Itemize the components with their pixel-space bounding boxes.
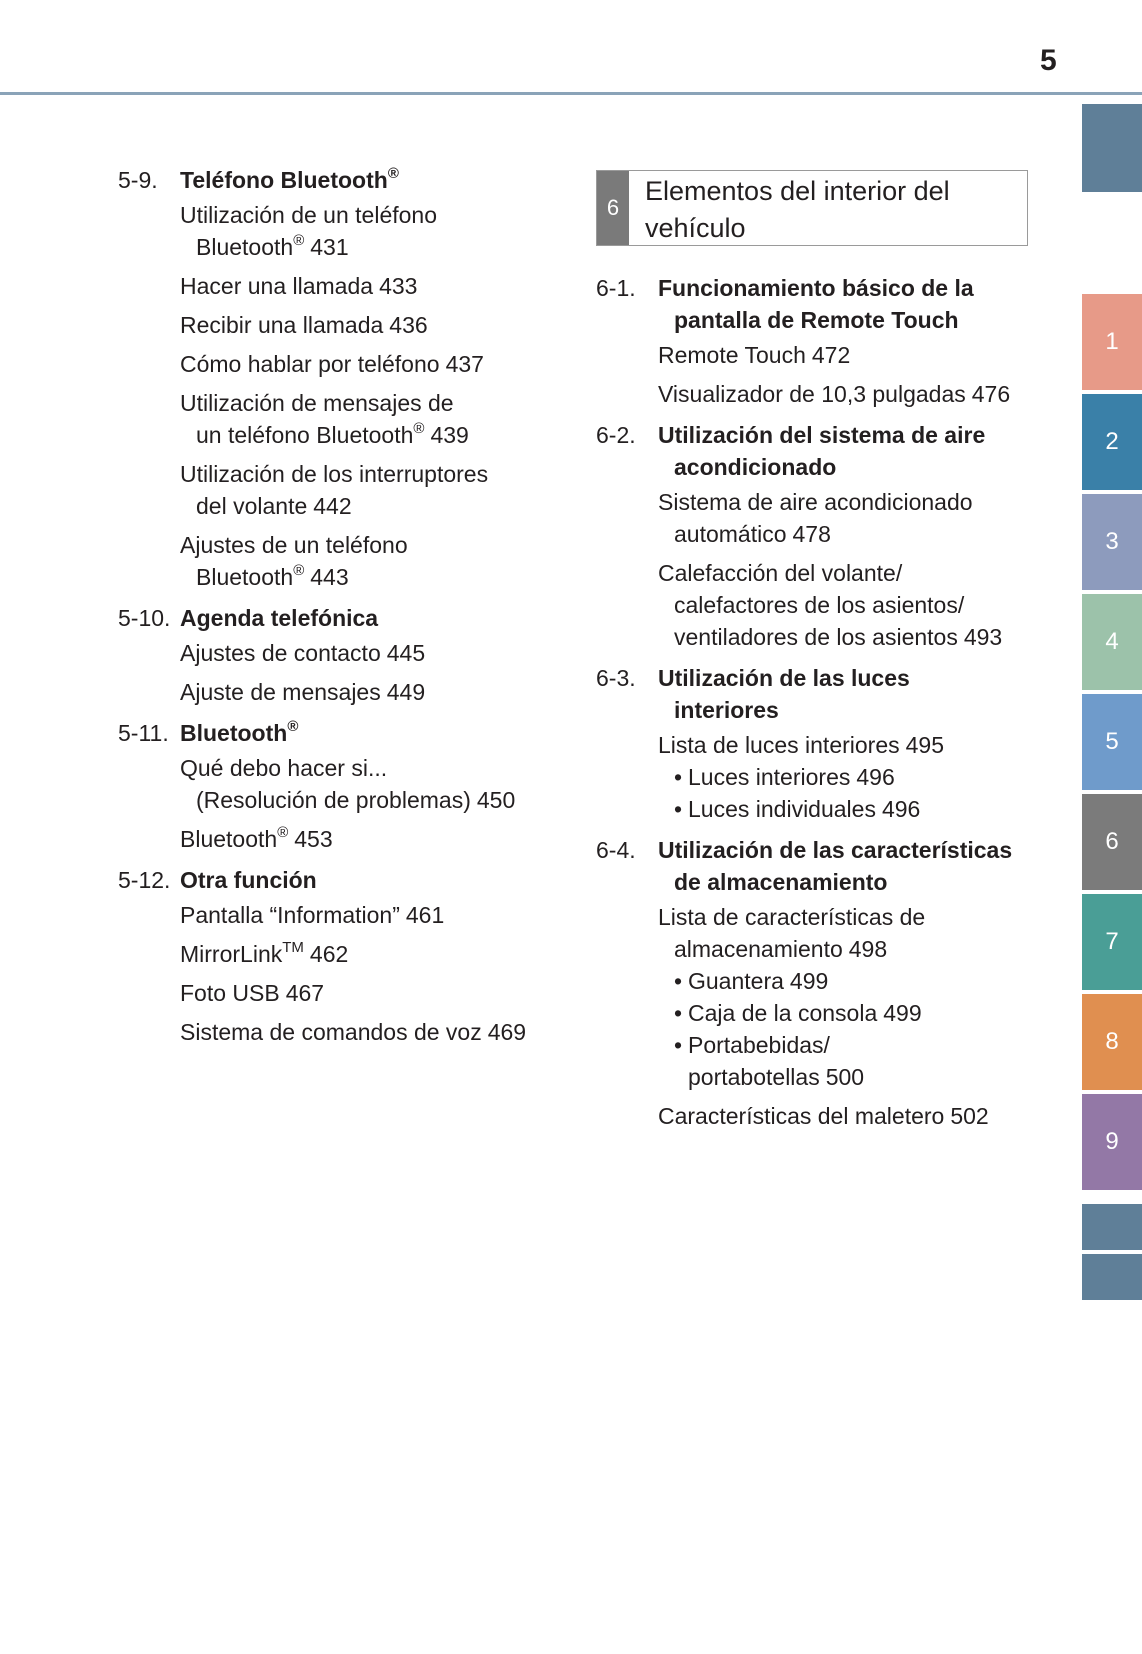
page-ref: 462 <box>309 941 349 967</box>
toc-entry[interactable]: Foto USB 467 <box>180 980 325 1006</box>
bullet-icon: • <box>674 968 683 994</box>
page-ref: 443 <box>310 564 349 590</box>
toc-left-column <box>118 155 538 1055</box>
toc-section-6-2[interactable]: 6-2. Utilización del sistema de aire acondicionado <box>596 422 986 480</box>
page-ref: 478 <box>792 521 831 547</box>
toc-entry[interactable]: Ajuste de mensajes 449 <box>180 679 426 705</box>
page-ref: 450 <box>476 787 516 813</box>
page-ref: 433 <box>379 273 418 299</box>
side-tab-6[interactable]: 6 <box>1082 794 1142 890</box>
chapter-number: 6 <box>597 171 629 245</box>
toc-sub-entry[interactable]: • Luces individuales 496 <box>658 793 1031 825</box>
side-tab-8[interactable]: 8 <box>1082 994 1142 1090</box>
page-ref: 496 <box>881 796 921 822</box>
chapter-heading-box[interactable] <box>596 170 1028 246</box>
side-tab-extra-2[interactable] <box>1082 1254 1142 1300</box>
side-tab-top[interactable] <box>1082 104 1142 192</box>
toc-entry[interactable]: Recibir una llamada 436 <box>180 312 428 338</box>
page-ref: 467 <box>285 980 325 1006</box>
side-tab-1[interactable]: 1 <box>1082 294 1142 390</box>
toc-section-5-9[interactable]: 5-9. Teléfono Bluetooth® <box>118 165 399 193</box>
toc-entry[interactable]: Ajustes de contacto 445 <box>180 640 426 666</box>
toc-entry[interactable]: Utilización de los interruptores del volante 442 <box>180 461 489 519</box>
page-ref: 472 <box>811 342 851 368</box>
toc-entry[interactable]: Qué debo hacer si... (Resolución de problemas) 450 <box>180 755 516 813</box>
page-number: 5 <box>1040 44 1057 77</box>
toc-sub-entry[interactable]: • Caja de la consola 499 <box>658 997 1031 1029</box>
toc-sub-entry[interactable]: • Portabebidas/ <box>658 1029 1031 1061</box>
toc-section-5-12[interactable]: 5-12. Otra función <box>118 867 317 893</box>
page-ref: 495 <box>905 732 944 758</box>
toc-entry[interactable]: Características del maletero 502 <box>658 1103 989 1129</box>
page-ref: 461 <box>405 902 445 928</box>
page-ref: 436 <box>389 312 428 338</box>
page-ref: 500 <box>825 1064 865 1090</box>
page-ref: 431 <box>310 234 349 260</box>
toc-entry[interactable]: MirrorLink™ 462 <box>180 939 349 967</box>
toc-right-column <box>596 170 1031 1139</box>
side-tab-4[interactable]: 4 <box>1082 594 1142 690</box>
toc-section-5-10[interactable]: 5-10. Agenda telefónica <box>118 605 379 631</box>
page-ref: 476 <box>971 381 1011 407</box>
toc-entry[interactable]: Ajustes de un teléfono Bluetooth® 443 <box>180 532 408 590</box>
toc-entry[interactable]: Sistema de comandos de voz 469 <box>180 1019 527 1045</box>
page-ref: 499 <box>789 968 829 994</box>
page-ref: 502 <box>950 1103 989 1129</box>
page-ref: 499 <box>883 1000 922 1026</box>
page-ref: 445 <box>386 640 426 666</box>
bullet-icon: • <box>674 1000 683 1026</box>
toc-section-5-11[interactable]: 5-11. Bluetooth® <box>118 718 299 746</box>
bullet-icon: • <box>674 796 683 822</box>
side-tab-7[interactable]: 7 <box>1082 894 1142 990</box>
toc-entry[interactable]: Sistema de aire acondicionado automático 478 <box>658 489 973 547</box>
side-tab-2[interactable]: 2 <box>1082 394 1142 490</box>
side-tab-3[interactable]: 3 <box>1082 494 1142 590</box>
toc-entry[interactable]: Pantalla “Information” 461 <box>180 902 445 928</box>
toc-entry[interactable]: Calefacción del volante/ calefactores de los asientos/ ventiladores de los asientos 493 <box>658 560 1003 650</box>
toc-entry[interactable]: Lista de luces interiores 495 • Luces interiores 496 • Luces individuales 496 <box>658 729 1031 825</box>
chapter-title: Elementos del interior del vehículo <box>645 176 950 243</box>
page-ref: 493 <box>963 624 1003 650</box>
bullet-icon: • <box>674 1032 683 1058</box>
side-tab-5[interactable]: 5 <box>1082 694 1142 790</box>
side-tab-extra-1[interactable] <box>1082 1204 1142 1250</box>
toc-sub-entry-cont: portabotellas 500 <box>688 1064 865 1090</box>
toc-entry[interactable]: Remote Touch 472 <box>658 342 851 368</box>
page-ref: 437 <box>445 351 484 377</box>
page-ref: 496 <box>856 764 895 790</box>
toc-entry[interactable]: Lista de características de almacenamiento 498 • Guantera 499 • Caja de la consola 499 • Portabebidas/ portabotellas 500 <box>658 901 1031 1093</box>
page-ref: 453 <box>294 826 333 852</box>
toc-section-6-4[interactable]: 6-4. Utilización de las características de almacenamiento <box>596 837 1013 895</box>
bullet-icon: • <box>674 764 683 790</box>
page-ref: 439 <box>430 422 469 448</box>
page-ref: 442 <box>313 493 352 519</box>
toc-entry[interactable]: Utilización de mensajes de un teléfono Bluetooth® 439 <box>180 390 469 448</box>
toc-entry[interactable]: Bluetooth® 453 <box>180 824 333 852</box>
toc-entry[interactable]: Hacer una llamada 433 <box>180 273 418 299</box>
header-rule <box>0 92 1142 95</box>
page-ref: 498 <box>848 936 888 962</box>
toc-entry[interactable]: Cómo hablar por teléfono 437 <box>180 351 484 377</box>
toc-sub-entry[interactable]: • Luces interiores 496 <box>658 761 1031 793</box>
side-tab-9[interactable]: 9 <box>1082 1094 1142 1190</box>
toc-entry[interactable]: Utilización de un teléfono Bluetooth® 431 <box>180 202 437 260</box>
page-ref: 469 <box>487 1019 527 1045</box>
toc-entry[interactable]: Visualizador de 10,3 pulgadas 476 <box>658 381 1011 407</box>
page-ref: 449 <box>386 679 426 705</box>
toc-section-6-1[interactable]: 6-1. Funcionamiento básico de la pantalla de Remote Touch <box>596 275 974 333</box>
toc-section-6-3[interactable]: 6-3. Utilización de las luces interiores <box>596 665 910 723</box>
toc-sub-entry[interactable]: • Guantera 499 <box>658 965 1031 997</box>
